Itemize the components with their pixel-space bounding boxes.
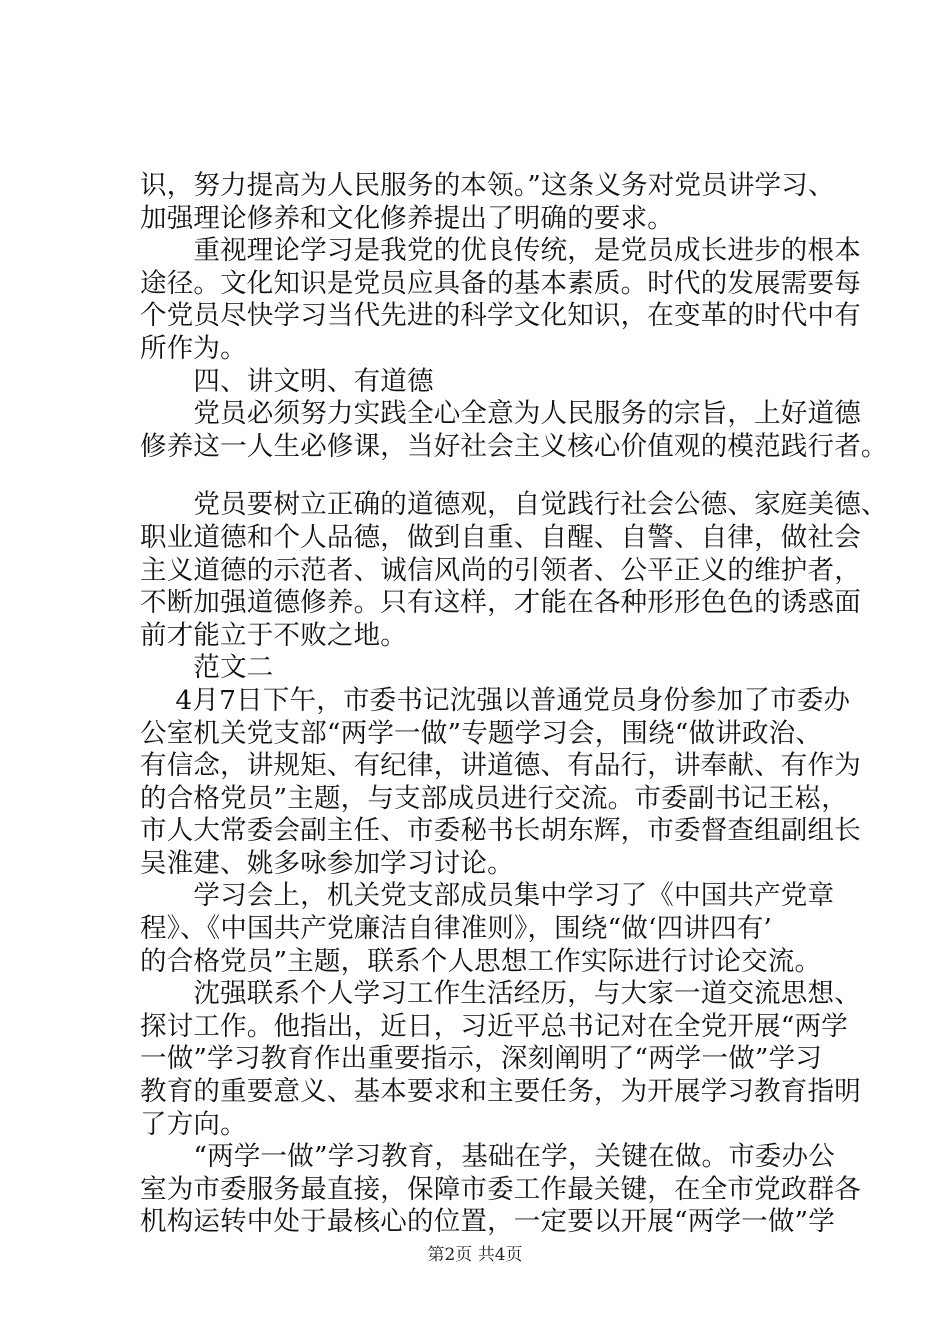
section-heading: 四、讲文明、有道德	[140, 365, 434, 397]
text-line: 4月7日下午，市委书记沈强以普通党员身份参加了市委办	[140, 684, 851, 716]
text-line: 加强理论修养和文化修养提出了明确的要求。	[140, 202, 674, 234]
text-line: 沈强联系个人学习工作生活经历，与大家一道交流思想、	[140, 978, 861, 1010]
text-line: 的合格党员”主题，联系个人思想工作实际进行讨论交流。	[140, 945, 822, 977]
page-number-footer: 第2页 共4页	[427, 1245, 523, 1265]
text-line: 公室机关党支部“两学一做”专题学习会，围绕“做讲政治、	[140, 717, 823, 749]
text-line: “两学一做”学习教育，基础在学，关键在做。市委办公	[140, 1141, 835, 1173]
text-line: 个党员尽快学习当代先进的科学文化知识，在变革的时代中有	[140, 300, 861, 332]
text-line: 修养这一人生必修课，当好社会主义核心价值观的模范践行者。	[140, 430, 888, 462]
text-line: 教育的重要意义、基本要求和主要任务，为开展学习教育指明	[140, 1076, 861, 1108]
text-line: 所作为。	[140, 332, 247, 364]
text-line: 一做”学习教育作出重要指示，深刻阐明了“两学一做”学习	[140, 1043, 823, 1075]
text-line: 不断加强道德修养。只有这样，才能在各种形形色色的诱惑面	[140, 587, 861, 619]
text-line: 识，努力提高为人民服务的本领。”这条义务对党员讲学习、	[140, 170, 835, 201]
text-line: 室为市委服务最直接，保障市委工作最关键，在全市党政群各	[140, 1173, 861, 1205]
text-line: 市人大常委会副主任、市委秘书长胡东辉，市委督查组副组长	[140, 815, 861, 847]
text-line: 途径。文化知识是党员应具备的基本素质。时代的发展需要每	[140, 267, 861, 299]
text-line: 主义道德的示范者、诚信风尚的引领者、公平正义的维护者，	[140, 554, 861, 586]
text-line: 有信念，讲规矩、有纪律，讲道德、有品行，讲奉献、有作为	[140, 750, 861, 782]
text-line: 党员要树立正确的道德观，自觉践行社会公德、家庭美德、	[140, 489, 888, 521]
text-line: 程》、《中国共产党廉洁自律准则》，围绕“做‘四讲四有’	[140, 913, 773, 945]
text-line: 党员必须努力实践全心全意为人民服务的宗旨，上好道德	[140, 398, 861, 430]
text-line: 重视理论学习是我党的优良传统，是党员成长进步的根本	[140, 235, 861, 267]
text-line: 机构运转中处于最核心的位置，一定要以开展“两学一做”学	[140, 1206, 835, 1238]
text-line: 的合格党员”主题，与支部成员进行交流。市委副书记王崧，	[140, 782, 848, 814]
text-line: 吴淮建、姚多咏参加学习讨论。	[140, 847, 514, 879]
text-line: 职业道德和个人品德，做到自重、自醒、自警、自律，做社会	[140, 521, 861, 553]
text-line: 前才能立于不败之地。	[140, 619, 407, 651]
text-line: 探讨工作。他指出，近日，习近平总书记对在全党开展“两学	[140, 1010, 848, 1042]
paragraph-gap	[140, 463, 860, 489]
text-line: 了方向。	[140, 1108, 247, 1140]
text-line: 学习会上，机关党支部成员集中学习了《中国共产党章	[140, 880, 835, 912]
section-heading: 范文二	[140, 652, 274, 684]
document-body	[140, 170, 888, 1239]
